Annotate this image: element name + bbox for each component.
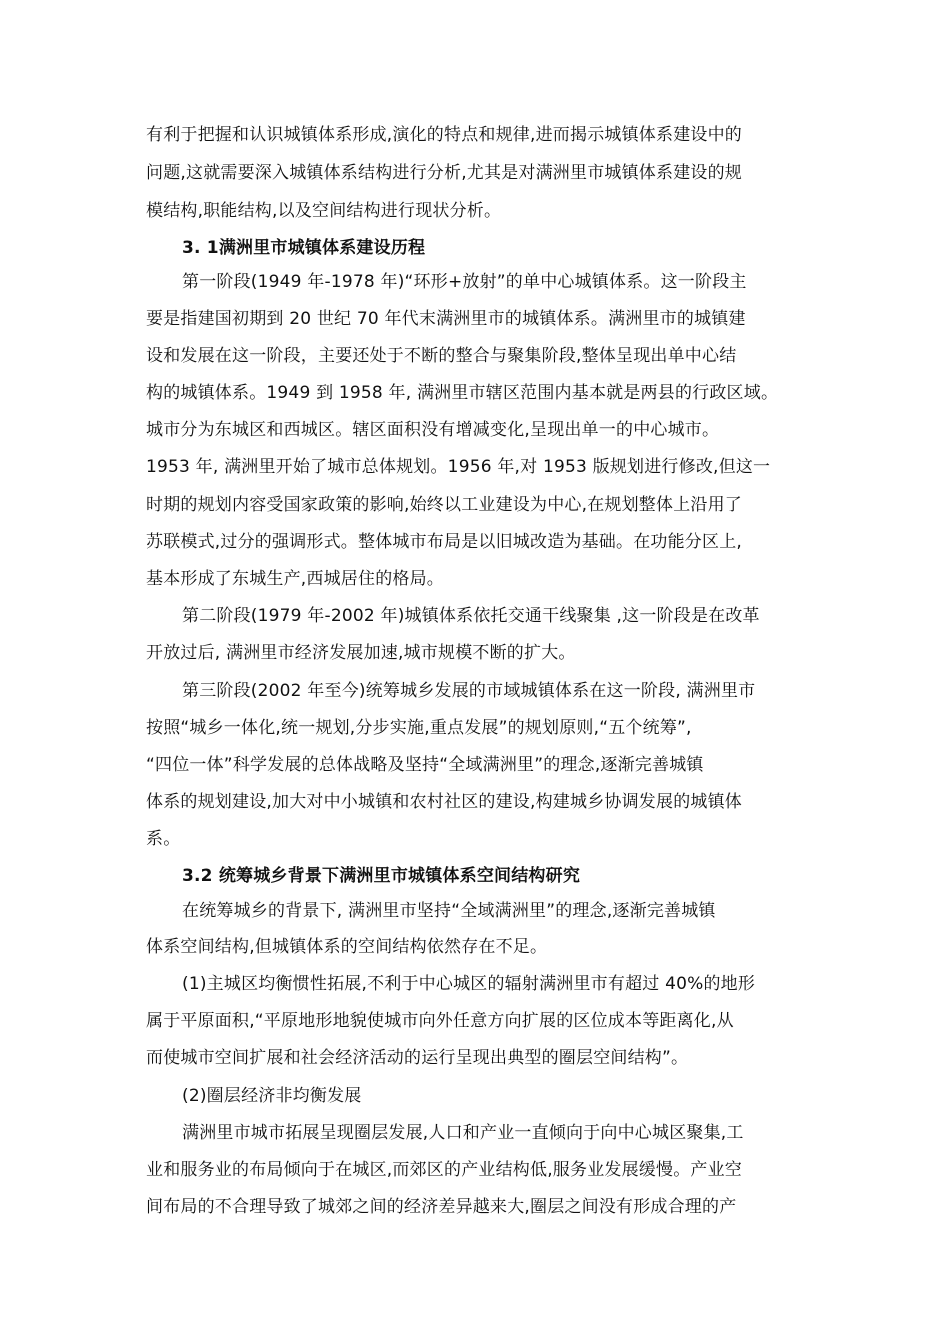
body-line: “四位一体”科学发展的总体战略及坚持“全域满洲里”的理念,逐渐完善城镇 (146, 755, 704, 775)
body-line: 城市分为东城区和西城区。辖区面积没有增减变化,呈现出单一的中心城市。 (146, 420, 720, 440)
body-line: 第一阶段(1949 年-1978 年)“环形+放射”的单中心城镇体系。这一阶段主 (182, 272, 747, 292)
body-line: 系。 (146, 829, 181, 849)
body-line: 基本形成了东城生产,西城居住的格局。 (146, 569, 445, 589)
body-line: 间布局的不合理导致了城郊之间的经济差异越来大,圈层之间没有形成合理的产 (146, 1197, 737, 1217)
body-line: 构的城镇体系。1949 到 1958 年, 满洲里市辖区范围内基本就是两县的行政区域。 (146, 383, 779, 403)
body-line: 在统筹城乡的背景下, 满洲里市坚持“全域满洲里”的理念,逐渐完善城镇 (182, 901, 716, 921)
body-line: 要是指建国初期到 20 世纪 70 年代末满洲里市的城镇体系。满洲里市的城镇建 (146, 309, 746, 329)
body-line: 有利于把握和认识城镇体系形成,演化的特点和规律,进而揭示城镇体系建设中的 (146, 125, 743, 145)
body-line: 问题,这就需要深入城镇体系结构进行分析,尤其是对满洲里市城镇体系建设的规 (146, 163, 743, 183)
section-heading: 3. 1满洲里市城镇体系建设历程 (182, 238, 426, 258)
body-line: (1)主城区均衡惯性拓展,不利于中心城区的辐射满洲里市有超过 40%的地形 (182, 974, 756, 994)
body-line: 设和发展在这一阶段，主要还处于不断的整合与聚集阶段,整体呈现出单中心结 (146, 346, 737, 366)
body-line: 时期的规划内容受国家政策的影响,始终以工业建设为中心,在规划整体上沿用了 (146, 495, 743, 515)
body-line: 按照“城乡一体化,统一规划,分步实施,重点发展”的规划原则,“五个统筹”, (146, 718, 692, 738)
body-line: 模结构,职能结构,以及空间结构进行现状分析。 (146, 201, 502, 221)
body-line: 属于平原面积,“平原地形地貌使城市向外任意方向扩展的区位成本等距离化,从 (146, 1011, 734, 1031)
body-line: 1953 年, 满洲里开始了城市总体规划。1956 年,对 1953 版规划进行修改,但这一 (146, 457, 771, 477)
body-line: 满洲里市城市拓展呈现圈层发展,人口和产业一直倾向于向中心城区聚集,工 (182, 1123, 744, 1143)
section-heading: 3.2 统筹城乡背景下满洲里市城镇体系空间结构研究 (182, 866, 581, 886)
body-line: 体系空间结构,但城镇体系的空间结构依然存在不足。 (146, 937, 548, 957)
body-line: 体系的规划建设,加大对中小城镇和农村社区的建设,构建城乡协调发展的城镇体 (146, 792, 743, 812)
body-line: 第三阶段(2002 年至今)统筹城乡发展的市域城镇体系在这一阶段, 满洲里市 (182, 681, 756, 701)
body-line: 业和服务业的布局倾向于在城区,而郊区的产业结构低,服务业发展缓慢。产业空 (146, 1160, 743, 1180)
body-line: 苏联模式,过分的强调形式。整体城市布局是以旧城改造为基础。在功能分区上, (146, 532, 743, 552)
body-line: 第二阶段(1979 年-2002 年)城镇体系依托交通干线聚集 ,这一阶段是在改革 (182, 606, 760, 626)
body-line: 而使城市空间扩展和社会经济活动的运行呈现出典型的圈层空间结构”。 (146, 1048, 689, 1068)
body-line: 开放过后, 满洲里市经济发展加速,城市规模不断的扩大。 (146, 643, 576, 663)
body-line: (2)圈层经济非均衡发展 (182, 1086, 362, 1106)
